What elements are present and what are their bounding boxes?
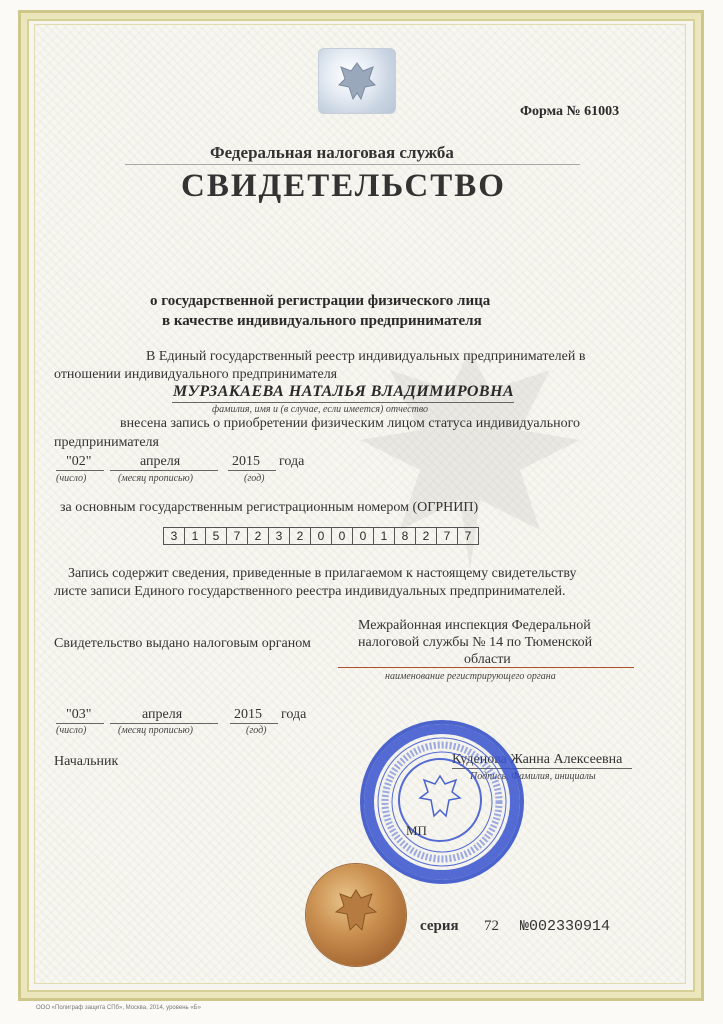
authority-line-1: Межрайонная инспекция Федеральной [358,618,591,633]
hologram-emblem [318,48,396,114]
position-title: Начальник [54,754,119,769]
form-number-value: № 61003 [566,104,620,119]
subtitle-line-1: о государственной регистрации физического лица [150,293,491,309]
ogrnip-digit: 3 [164,528,185,544]
issue-year-caption: (год) [246,725,267,736]
ogrnip-label: за основным государственным регистрационным номером (ОГРНИП) [60,500,479,515]
series-label: серия [420,918,459,934]
issued-by-label: Свидетельство выдано налоговым органом [54,636,311,651]
intro-line-2: отношении индивидуального предпринимателя [54,367,338,382]
ogrnip-digit: 7 [227,528,248,544]
authority-line-2: налоговой службы № 14 по Тюменской [358,635,593,650]
ogrnip-digit: 2 [290,528,311,544]
gold-eagle-icon [334,888,378,938]
entry-year-caption: (год) [244,473,265,484]
entry-month-underline [110,470,218,471]
entry-day: "02" [66,454,92,469]
signatory-name: Куденова Жанна Алексеевна [452,752,623,767]
document-number: №002330914 [520,918,611,935]
entry-month-caption: (месяц прописью) [118,473,193,484]
issue-month: апреля [142,707,183,722]
service-name: Федеральная налоговая служба [210,143,454,162]
signatory-caption: Подпись, Фамилия, инициалы [470,771,596,782]
authority-caption: наименование регистрирующего органа [385,671,556,682]
authority-underline [338,667,634,668]
ogrnip-digit: 5 [206,528,227,544]
ogrnip-digit: 0 [311,528,332,544]
entry-year-word: года [279,454,305,469]
entry-month: апреля [140,454,181,469]
entry-year: 2015 [232,454,260,469]
gold-seal [306,864,406,966]
issue-day-caption: (число) [56,725,87,736]
divider [125,164,580,165]
name-underline [172,402,514,403]
issue-year-word: года [281,707,307,722]
series-number: 72 [484,918,499,934]
info-line-1: Запись содержит сведения, приведенные в прилагаемом к настоящему свидетельству [68,566,577,581]
printer-imprint: ООО «Полиграф защита СПб», Москва, 2014, уровень «Б» [36,1005,201,1011]
entry-year-underline [228,470,276,471]
issue-month-underline [110,723,218,724]
subtitle-line-2: в качестве индивидуального предпринимателя [162,313,482,329]
ogrnip-digit: 2 [248,528,269,544]
intro-line-1: В Единый государственный реестр индивидуальных предпринимателей в [146,349,586,364]
issue-day-underline [56,723,104,724]
form-label: Форма [520,104,564,119]
person-name: МУРЗАКАЕВА НАТАЛЬЯ ВЛАДИМИРОВНА [173,383,515,400]
name-caption: фамилия, имя и (в случае, если имеется) отчество [212,404,429,415]
entry-line-2: предпринимателя [54,435,159,450]
form-number [520,104,619,120]
ogrnip-digit: 7 [464,529,472,543]
info-line-2: листе записи Единого государственного реестра индивидуальных предпринимателей. [54,584,566,599]
ogrnip-number [163,527,479,545]
entry-day-caption: (число) [56,473,87,484]
ogrnip-digit: 8 [395,528,416,544]
ogrnip-digit: 7 [437,528,458,544]
issue-year: 2015 [234,707,262,722]
ogrnip-digit: 0 [353,528,374,544]
eagle-icon [418,774,462,824]
ogrnip-digit: 1 [374,528,395,544]
ogrnip-digit: 0 [332,528,353,544]
issue-day: "03" [66,707,92,722]
ogrnip-digit: 2 [416,528,437,544]
ogrnip-digit: 3 [269,528,290,544]
ogrnip-digit: 1 [185,528,206,544]
document-title: СВИДЕТЕЛЬСТВО [181,168,506,204]
coat-of-arms-icon [337,59,377,103]
entry-day-underline [56,470,104,471]
authority-line-3: области [464,652,511,667]
entry-line-1: внесена запись о приобретении физическим лицом статуса индивидуального [120,416,580,431]
issue-year-underline [230,723,278,724]
official-stamp [360,720,524,884]
issue-month-caption: (месяц прописью) [118,725,193,736]
stamp-mark: МП [406,823,427,838]
